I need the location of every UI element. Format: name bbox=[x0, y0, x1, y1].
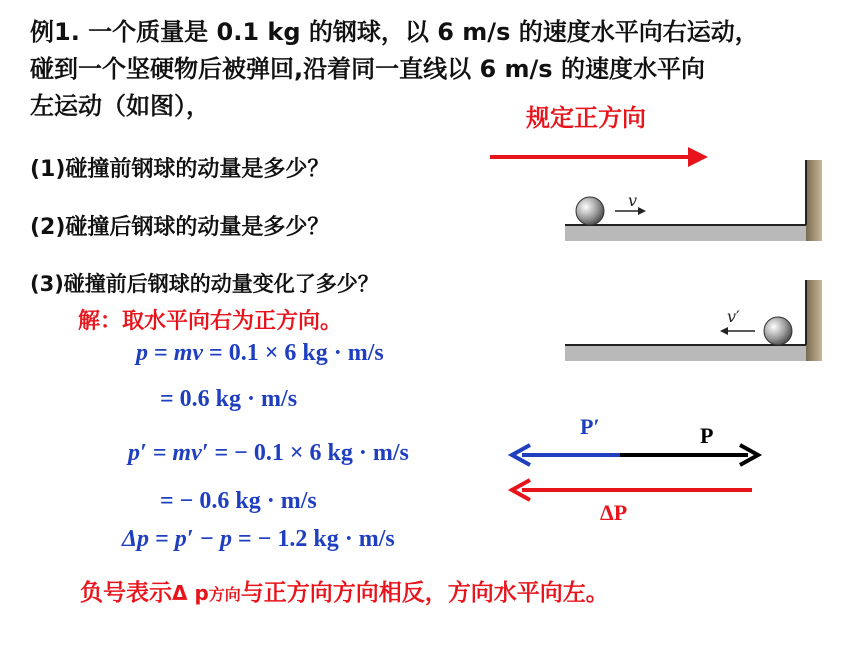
solution-intro: 解：取水平向右为正方向。 bbox=[78, 309, 343, 334]
question-3: (3)碰撞前后钢球的动量变化了多少？ bbox=[30, 272, 379, 296]
positive-direction-arrow bbox=[490, 147, 708, 167]
eq1-p: p bbox=[136, 340, 148, 366]
equation-4: = − 0.6 kg · m/s bbox=[160, 488, 317, 514]
scene-after bbox=[565, 280, 822, 361]
problem-line-3: 左运动（如图）， bbox=[30, 92, 210, 120]
ball-before bbox=[576, 197, 604, 225]
problem-line-1: 例1. 一个质量是 0.1 kg 的钢球，以 6 m/s 的速度水平向右运动， bbox=[30, 18, 759, 46]
conclusion-part-4: 与正方向方向相反，方向水平向左。 bbox=[240, 580, 609, 606]
eq1-mv: mv bbox=[173, 340, 204, 366]
conclusion-direction: 方向 bbox=[208, 585, 241, 604]
eq5-lhs: Δp = p′ − p bbox=[122, 526, 233, 552]
p-before-label: P bbox=[700, 423, 714, 448]
ball-after bbox=[764, 317, 792, 345]
eq1-eq: = bbox=[148, 340, 174, 366]
question-2: (2)碰撞后钢球的动量是多少？ bbox=[30, 215, 330, 240]
p-after-arrow bbox=[512, 445, 620, 465]
delta-p-label: ΔP bbox=[600, 500, 628, 525]
equation-2: = 0.6 kg · m/s bbox=[160, 386, 298, 412]
delta-p-arrow bbox=[512, 480, 752, 500]
eq5-rhs: = − 1.2 kg · m/s bbox=[232, 526, 395, 552]
velocity-after-arrow bbox=[720, 327, 755, 335]
p-before-arrow bbox=[620, 445, 758, 465]
eq3-rhs: = − 0.1 × 6 kg · m/s bbox=[208, 440, 409, 466]
conclusion-part-1: 负号表示 bbox=[80, 580, 172, 606]
floor-before bbox=[565, 225, 810, 241]
velocity-after-label: v′ bbox=[727, 307, 740, 326]
positive-direction-label: 规定正方向 bbox=[526, 104, 646, 132]
p-after-label: P′ bbox=[580, 414, 600, 439]
wall-before bbox=[806, 160, 822, 241]
eq1-rhs: = 0.1 × 6 kg · m/s bbox=[203, 340, 384, 366]
eq3-lhs: p′ = mv′ bbox=[128, 440, 209, 466]
problem-line-2: 碰到一个坚硬物后被弹回,沿着同一直线以 6 m/s 的速度水平向 bbox=[30, 55, 705, 83]
wall-after bbox=[806, 280, 822, 361]
question-1: (1)碰撞前钢球的动量是多少？ bbox=[30, 157, 330, 182]
floor-after bbox=[565, 345, 810, 361]
conclusion-delta-p: Δ p bbox=[172, 581, 209, 605]
scene-before bbox=[565, 160, 822, 241]
velocity-before-label: v bbox=[628, 191, 638, 210]
